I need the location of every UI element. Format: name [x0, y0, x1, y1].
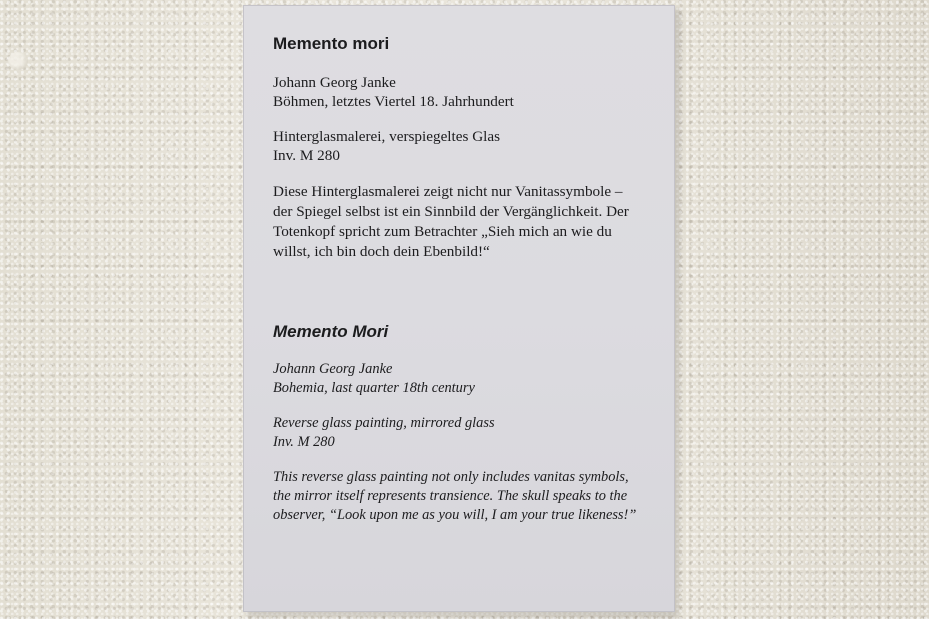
museum-label-plaque: [243, 5, 675, 612]
description-german-line: der Spiegel selbst ist ein Sinnbild der Vergänglichkeit. Der: [273, 203, 629, 220]
origin-english: Bohemia, last quarter 18th century: [273, 380, 475, 396]
description-german-line: Diese Hinterglasmalerei zeigt nicht nur Vanitassymbole –: [273, 183, 623, 200]
title-english: Memento Mori: [273, 322, 389, 341]
inventory-english: Inv. M 280: [273, 434, 335, 450]
description-english-line: observer, “Look upon me as you will, I am your true likeness!”: [273, 507, 637, 523]
artist-english: Johann Georg Janke: [273, 361, 393, 377]
inventory-german: Inv. M 280: [273, 147, 340, 164]
description-german-line: Totenkopf spricht zum Betrachter „Sieh mich an wie du: [273, 223, 612, 240]
artist-german: Johann Georg Janke: [273, 74, 396, 91]
description-english-line: This reverse glass painting not only includes vanitas symbols,: [273, 469, 629, 485]
description-german-line: willst, ich bin doch dein Ebenbild!“: [273, 243, 490, 260]
technique-english: Reverse glass painting, mirrored glass: [273, 415, 495, 431]
origin-german: Böhmen, letztes Viertel 18. Jahrhundert: [273, 93, 514, 110]
description-english-line: the mirror itself represents transience. The skull speaks to the: [273, 488, 628, 504]
wall-plaster-bump: [8, 52, 28, 70]
technique-german: Hinterglasmalerei, verspiegeltes Glas: [273, 128, 501, 145]
title-german: Memento mori: [273, 34, 390, 53]
